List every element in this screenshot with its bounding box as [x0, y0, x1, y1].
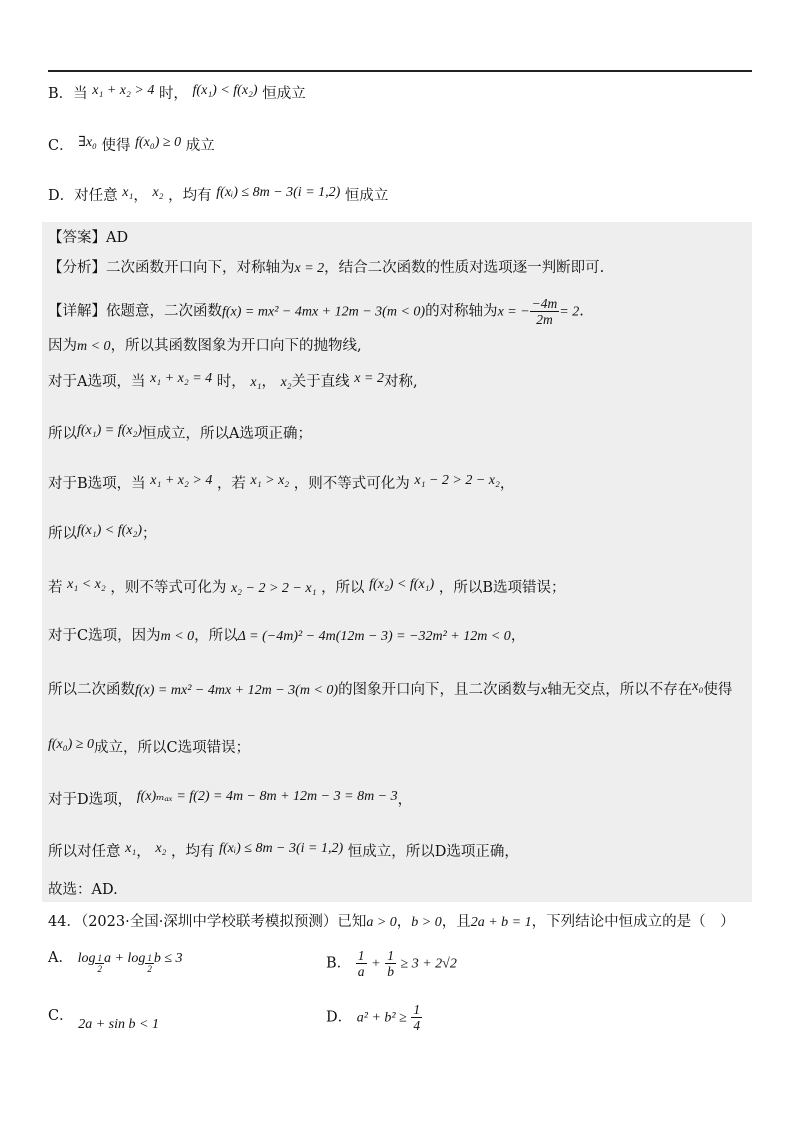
detail-line-5: 对于A选项，当 x₁ + x₂ = 4 时， x₁， x₂关于直线 x = 2对称, [48, 371, 418, 390]
option-b-prev: B．当 x₁ + x₂ > 4 时， f(x₁) < f(x₂) 恒成立 [48, 83, 306, 102]
detail-line-12: f(x₀) ≥ 0成立，所以C选项错误； [48, 737, 251, 756]
question-44: 44．（2023·全国·深圳中学校联考模拟预测）已知a > 0，b > 0，且2a + b = 1，下列结论中恒成立的是（ ） [48, 914, 735, 930]
option-c-44: C． 2a + sin b < 1 [48, 1008, 159, 1032]
axis-fraction: $\frac{-4m}{2m}$ [531, 296, 558, 327]
detail-line-10: 对于C选项，因为m < 0，所以Δ = (−4m)² − 4m(12m − 3) = −32m² + 12m < 0， [48, 628, 526, 644]
detail-line-4: 因为m < 0，所以其函数图象为开口向下的抛物线, [48, 338, 362, 354]
detail-line-13: 对于D选项， f(x)ₘₐₓ = f(2) = 4m − 8m + 12m − 3 = 8m − 3， [48, 789, 413, 808]
log-base-half-2: $\frac{1}{2}$ [147, 953, 152, 974]
frac-1-over-a: $\frac{1}{a}$ [357, 948, 365, 979]
detail-line-8: 所以f(x₁) < f(x₂)； [48, 523, 157, 542]
frac-1-over-b: $\frac{1}{b}$ [387, 948, 394, 979]
frac-1-over-4: $\frac{1}{4}$ [413, 1002, 421, 1033]
detail-line-14: 所以对任意 x₁， x₂ ，均有 f(xᵢ) ≤ 8m − 3(i = 1,2) 恒成立，所以D选项正确， [48, 841, 519, 860]
detail-line-7: 对于B选项，当 x₁ + x₂ > 4 ，若 x₁ > x₂ ，则不等式可化为 x₁ − 2 > 2 − x₂， [48, 473, 515, 492]
option-d-44: D． a² + b² ≥ $\frac{1}{4}$ [326, 1002, 421, 1033]
header-rule [48, 70, 752, 72]
final-answer: 故选：AD. [48, 882, 118, 898]
option-d-prev: D．对任意 x₁， x₂ ，均有 f(xᵢ) ≤ 8m − 3(i = 1,2) 恒成立 [48, 185, 389, 204]
answer-line: 【答案】AD [48, 230, 129, 246]
detail-line-11: 所以二次函数f(x) = mx² − 4mx + 12m − 3(m < 0)的图象开口向下，且二次函数与x轴无交点，所以不存在x₀使得 [48, 679, 733, 698]
detail-line-9: 若 x₁ < x₂ ，则不等式可化为 x₂ − 2 > 2 − x₁ ，所以 f(x₂) < f(x₁) ，所以B选项错误； [48, 577, 566, 596]
log-base-half: $\frac{1}{2}$ [97, 953, 102, 974]
detail-line-6: 所以f(x₁) = f(x₂)恒成立，所以A选项正确； [48, 423, 313, 442]
analysis-line: 【分析】二次函数开口向下，对称轴为x = 2，结合二次函数的性质对选项逐一判断即可. [48, 260, 605, 276]
option-c-prev: C． ∃x₀ 使得 f(x₀) ≥ 0 成立 [48, 135, 215, 154]
option-b-44: B． $\frac{1}{a}$ + $\frac{1}{b}$ ≥ 3 + 2√2 [326, 948, 457, 979]
option-a-44: A． log $\frac{1}{2}$ a + log $\frac{1}{2}$ b ≤ 3 [48, 950, 183, 974]
detail-line: 【详解】依题意，二次函数f(x) = mx² − 4mx + 12m − 3(m < 0)的对称轴为x = − $\frac{-4m}{2m}$ = 2. [48, 296, 584, 327]
